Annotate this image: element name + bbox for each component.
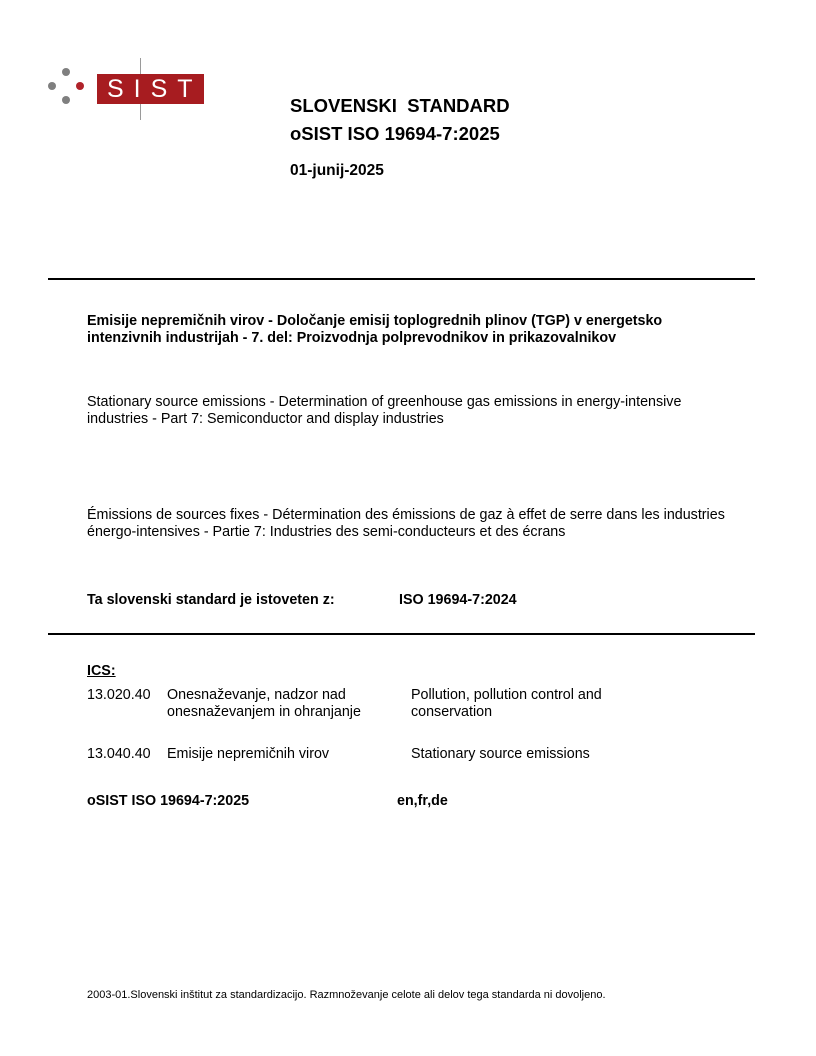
ics-description-sl: Emisije nepremičnih virov [167, 746, 330, 762]
title-english: Stationary source emissions - Determination of greenhouse gas emissions in energy-intensive industries - Part 7: Semiconductor and display industries [87, 394, 682, 427]
ics-description-sl: Onesnaževanje, nadzor nad onesnaževanjem in ohranjanje [167, 687, 361, 720]
document-identifier: oSIST ISO 19694-7:2025 [87, 793, 250, 809]
publication-date: 01-junij-2025 [290, 162, 384, 179]
logo-dot-red [76, 82, 84, 90]
ics-description-en: Pollution, pollution control and conservation [411, 687, 602, 720]
ics-code: 13.040.40 [87, 746, 151, 762]
divider-bottom [48, 633, 755, 635]
logo-dot [48, 82, 56, 90]
sist-logo-dots [46, 66, 90, 110]
logo-dot [62, 68, 70, 76]
logo-dot [62, 96, 70, 104]
ics-label: ICS: [87, 663, 116, 679]
sist-logo: SIST [97, 74, 204, 104]
copyright-footer: 2003-01.Slovenski inštitut za standardizacijo. Razmnoževanje celote ali delov tega standarda ni dovoljeno. [87, 989, 606, 1001]
ics-description-en: Stationary source emissions [411, 746, 590, 762]
divider-top [48, 278, 755, 280]
document-languages: en,fr,de [397, 793, 448, 809]
equivalence-label: Ta slovenski standard je istoveten z: [87, 592, 335, 608]
standard-number: oSIST ISO 19694-7:2025 [290, 123, 500, 144]
equivalence-value: ISO 19694-7:2024 [399, 592, 517, 608]
standard-type: SLOVENSKI STANDARD [290, 95, 510, 116]
title-french: Émissions de sources fixes - Détermination des émissions de gaz à effet de serre dans les industries énergo-intensives - Partie 7: Industries des semi-conducteurs et des écrans [87, 507, 725, 540]
ics-code: 13.020.40 [87, 687, 151, 703]
title-slovenian: Emisije nepremičnih virov - Določanje emisij toplogrednih plinov (TGP) v energetsko intenzivnih industrijah - 7. del: Proizvodnja polprevodnikov in prikazovalnikov [87, 313, 663, 346]
